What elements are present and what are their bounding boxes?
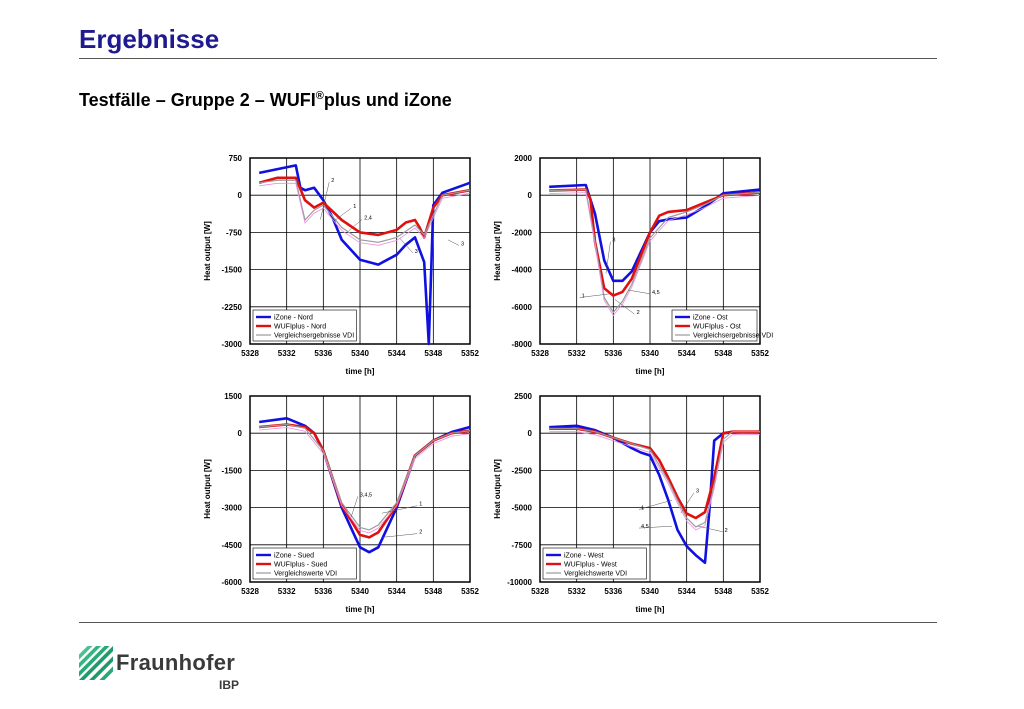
chart-svg	[490, 386, 790, 626]
x-tick-label: 5332	[567, 349, 586, 358]
fraunhofer-logo-icon	[79, 646, 113, 680]
x-tick-label: 5348	[714, 349, 733, 358]
x-tick-label: 5340	[351, 349, 369, 358]
chart-svg	[200, 386, 500, 626]
annotation-label: 2	[419, 529, 423, 536]
annotation-label: 2	[636, 310, 640, 317]
x-axis-label: time [h]	[635, 605, 665, 614]
y-axis-label: Heat output [W]	[493, 221, 502, 281]
title-divider	[79, 58, 937, 59]
annotation-leader	[698, 526, 722, 532]
legend-label: Vergleichsergebnisse VDI	[693, 332, 774, 340]
annotation-label: 2,4	[364, 215, 372, 222]
y-tick-label: -2250	[221, 302, 242, 312]
y-tick-label: 1500	[224, 392, 242, 401]
x-tick-label: 5348	[424, 349, 443, 358]
series-line-vdi-variant	[259, 428, 470, 533]
x-axis-label: time [h]	[345, 605, 375, 614]
x-tick-label: 5328	[241, 349, 259, 358]
x-tick-label: 5332	[277, 587, 296, 596]
x-tick-label: 5328	[241, 587, 259, 596]
y-tick-label: -3000	[221, 503, 242, 513]
series-line	[259, 425, 470, 530]
x-tick-label: 5352	[461, 349, 479, 358]
y-tick-label: -10000	[507, 578, 532, 587]
legend-label: iZone - Nord	[274, 314, 313, 322]
y-tick-label: 0	[237, 191, 242, 201]
legend-label: iZone - West	[564, 552, 604, 560]
legend-label: WUFIplus - West	[564, 561, 617, 569]
chart-svg	[200, 148, 500, 388]
logo-unit: IBP	[219, 678, 240, 692]
annotation-label: 2	[724, 527, 728, 534]
annotation-label: 3,4,5	[359, 492, 373, 499]
annotation-label: 3	[696, 488, 700, 495]
slide-subtitle	[79, 90, 452, 111]
y-tick-label: -3000	[221, 340, 242, 349]
y-tick-label: -1500	[221, 265, 242, 275]
annotation-leader	[351, 496, 358, 516]
x-tick-label: 5352	[461, 587, 479, 596]
y-tick-label: -1500	[221, 466, 242, 476]
series-line	[549, 429, 760, 527]
annotation-leader	[382, 534, 417, 538]
legend-label: WUFIplus - Nord	[274, 323, 327, 331]
legend-label: Vergleichswerte VDI	[564, 570, 628, 578]
legend-label: WUFIplus - Sued	[274, 561, 328, 569]
x-axis-label: time [h]	[345, 367, 375, 376]
annotation-leader	[448, 240, 459, 246]
series-line	[549, 190, 760, 296]
y-tick-label: -6000	[221, 578, 242, 587]
annotation-leader	[681, 493, 694, 513]
y-tick-label: -4000	[511, 265, 532, 275]
y-tick-label: -2000	[511, 228, 532, 238]
x-tick-label: 5344	[677, 349, 696, 358]
x-tick-label: 5340	[351, 587, 369, 596]
x-tick-label: 5332	[567, 587, 586, 596]
annotation-leader	[382, 506, 417, 513]
x-tick-label: 5328	[531, 349, 549, 358]
y-tick-label: -8000	[511, 340, 532, 349]
y-tick-label: 0	[237, 429, 242, 439]
annotation-label: 1	[353, 204, 357, 211]
x-tick-label: 5340	[641, 349, 659, 358]
x-tick-label: 5336	[604, 587, 623, 596]
annotation-leader	[628, 290, 650, 294]
annotation-label: 4,5	[652, 289, 660, 296]
chart-sued	[200, 386, 500, 626]
y-axis-label: Heat output [W]	[493, 459, 502, 519]
y-axis-label: Heat output [W]	[203, 221, 212, 281]
annotation-label: 2	[331, 178, 335, 185]
x-tick-label: 5348	[714, 587, 733, 596]
annotation-label: 4,5	[641, 524, 649, 531]
y-tick-label: -5000	[511, 503, 532, 513]
slide-title: Ergebnisse	[79, 24, 220, 54]
series-line	[549, 429, 760, 518]
y-tick-label: 2500	[514, 392, 532, 401]
y-tick-label: 0	[527, 191, 532, 201]
annotation-label: 1	[581, 293, 585, 300]
annotation-label: 3	[612, 237, 616, 244]
y-tick-label: -7500	[511, 540, 532, 550]
legend-label: Vergleichsergebnisse VDI	[274, 332, 355, 340]
chart-ost	[490, 148, 790, 388]
legend-label: iZone - Ost	[693, 314, 728, 322]
logo-name: Fraunhofer	[116, 650, 236, 675]
x-tick-label: 5344	[677, 587, 696, 596]
y-tick-label: -4500	[221, 540, 242, 550]
y-tick-label: 2000	[514, 154, 532, 163]
x-axis-label: time [h]	[635, 367, 665, 376]
chart-nord	[200, 148, 500, 388]
x-tick-label: 5336	[604, 349, 623, 358]
legend-label: iZone - Sued	[274, 552, 315, 560]
x-tick-label: 5348	[424, 587, 443, 596]
x-tick-label: 5328	[531, 587, 549, 596]
annotation-label: 1	[641, 505, 645, 512]
x-tick-label: 5332	[277, 349, 296, 358]
y-tick-label: 750	[228, 154, 242, 163]
footer-divider	[79, 622, 937, 623]
y-axis-label: Heat output [W]	[203, 459, 212, 519]
x-tick-label: 5344	[387, 587, 406, 596]
subtitle-rest: plus und iZone	[323, 90, 452, 110]
series-line-vdi-variant	[549, 432, 760, 530]
y-tick-label: -2500	[511, 466, 532, 476]
x-tick-label: 5344	[387, 349, 406, 358]
y-tick-label: 0	[527, 429, 532, 439]
legend-label: WUFIplus - Ost	[693, 323, 741, 331]
x-tick-label: 5352	[751, 587, 769, 596]
subtitle-main: Testfälle – Gruppe 2 – WUFI	[79, 90, 316, 110]
annotation-label: 3	[414, 248, 418, 255]
annotation-label: 1	[419, 501, 423, 508]
x-tick-label: 5336	[314, 349, 333, 358]
y-tick-label: -6000	[511, 302, 532, 312]
registered-mark: ®	[315, 90, 324, 102]
annotation-label: 3	[461, 241, 465, 248]
series-line-vdi-variant	[259, 183, 470, 248]
chart-west	[490, 386, 790, 626]
x-tick-label: 5336	[314, 587, 333, 596]
series-line	[549, 426, 760, 563]
legend-label: Vergleichswerte VDI	[274, 570, 338, 578]
x-tick-label: 5340	[641, 587, 659, 596]
chart-svg	[490, 148, 790, 388]
y-tick-label: -750	[225, 228, 242, 238]
x-tick-label: 5352	[751, 349, 769, 358]
